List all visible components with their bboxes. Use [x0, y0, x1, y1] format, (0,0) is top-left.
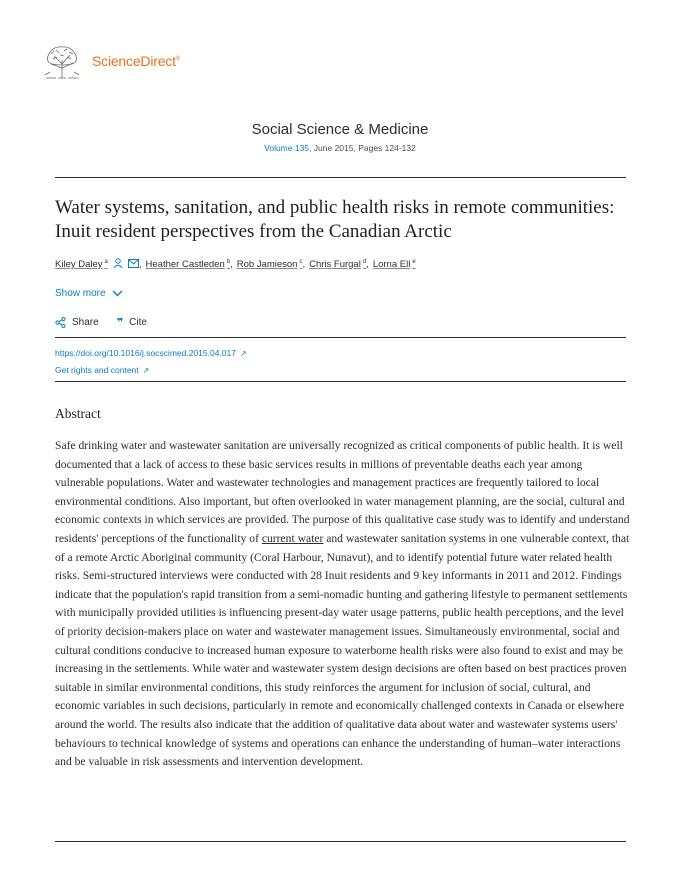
journal-name-link[interactable]: Social Science & Medicine	[251, 121, 429, 138]
elsevier-tree-icon	[42, 42, 82, 80]
author-link[interactable]: Chris Furgal $^d$	[309, 258, 367, 271]
header-divider	[55, 177, 626, 178]
author-link[interactable]: Kiley Daley $^a$	[55, 258, 108, 271]
author-list: Kiley Daley $^a$ , Heather Castleden $^b$ , Rob Jamieson $^c$ , Chris Furgal $^d$ , Lorna Ell $^e$	[55, 258, 416, 271]
sciencedirect-logo[interactable]	[42, 42, 180, 80]
chevron-down-icon	[112, 290, 123, 297]
abstract-heading: Abstract	[55, 406, 101, 421]
external-link-icon: ↗	[142, 366, 150, 375]
brand-name: ScienceDirect®	[92, 53, 180, 69]
article-actions	[55, 316, 165, 329]
topic-link[interactable]: current water	[261, 531, 324, 545]
share-button[interactable]	[55, 317, 99, 328]
share-icon	[55, 317, 66, 328]
person-icon[interactable]	[113, 258, 123, 271]
article-title: Water systems, sanitation, and public health risks in remote communities: Inuit resident perspectives from the Canadian Arctic	[55, 197, 615, 242]
links-divider	[55, 381, 626, 382]
external-link-icon: ↗	[239, 349, 247, 358]
rights-link[interactable]: Get rights and content ↗	[55, 365, 150, 375]
quote-icon: ❞	[116, 317, 124, 329]
footer-divider	[55, 841, 626, 842]
doi-link[interactable]: https://doi.org/10.1016/j.socscimed.2015.04.017 ↗	[55, 348, 247, 358]
show-more-label: Show more	[55, 288, 106, 299]
cite-label: Cite	[129, 317, 147, 328]
issue-details: , June 2015, Pages 124-132	[309, 143, 416, 153]
article-links	[55, 345, 247, 379]
author-link[interactable]: Heather Castleden $^b$	[145, 258, 231, 271]
show-more-button[interactable]	[55, 288, 123, 299]
actions-divider	[55, 337, 626, 338]
journal-meta	[0, 143, 680, 153]
journal-header	[0, 121, 680, 153]
author-link[interactable]: Lorna Ell $^e$	[372, 258, 416, 271]
volume-link[interactable]: Volume 135	[264, 143, 310, 153]
share-label: Share	[72, 317, 99, 328]
cite-button[interactable]	[117, 316, 147, 329]
author-link[interactable]: Rob Jamieson $^c$	[236, 258, 303, 271]
abstract-body: Safe drinking water and wastewater sanitation are universally recognized as critical components of public health. It is well documented that a lack of access to these basic services results in millions of preventable deaths each year among vulnerable populations. Water and wastewater technologies and management practices are frequently tailored to local environmental conditions. Also important, but often overlooked in water management planning, are the social, cultural and economic contexts in which services are provided. The purpose of this qualitative case study was to identify and understand residents' perceptions of the functionality of current water and wastewater sanitation systems in one vulnerable context, that of a remote Arctic Aboriginal community (Coral Harbour, Nunavut), and to identify potential future water related health risks. Semi-structured interviews were conducted with 28 Inuit residents and 9 key informants in 2011 and 2012. Findings indicate that the population's rapid transition from a semi-nomadic hunting and gathering lifestyle to permanent settlements with municipally provided utilities is influencing present-day water usage patterns, public health perceptions, and the level of priority decision-makers place on water and wastewater management issues. Simultaneously environmental, social and cultural conditions conducive to increased human exposure to waterborne health risks were also found to exist and may be increasing in the settlements. While water and wastewater system design decisions are often based on best practices proven suitable in similar environmental conditions, this study reinforces the argument for inclusion of social, cultural, and economic variables in such decisions, particularly in remote and economically challenged contexts in Canada or elsewhere around the world. The results also indicate that the addition of qualitative data about water and wastewater systems users' behaviours to technical knowledge of systems and operations can enhance the understanding of human–water interactions and be valuable in risk assessments and intervention development.	[55, 439, 630, 769]
envelope-icon[interactable]	[128, 259, 139, 271]
